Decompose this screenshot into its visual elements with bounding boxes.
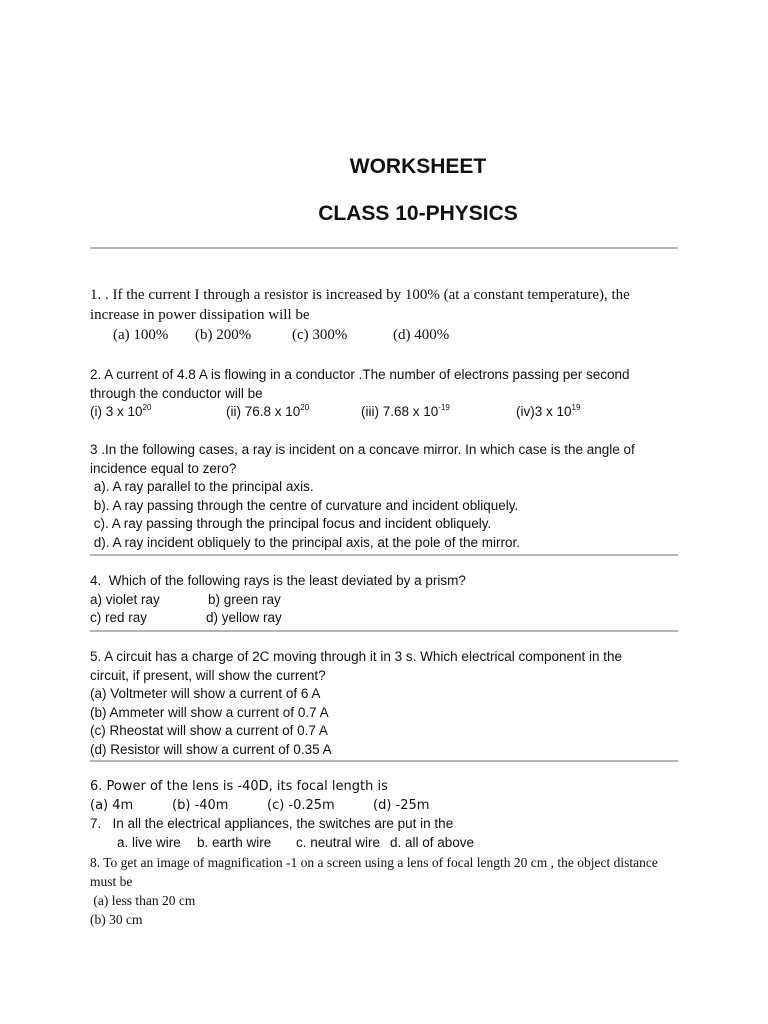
option-iii [361,403,450,422]
option-base: (ii) 76.8 x 10 [226,404,301,419]
option-exponent: 19 [571,403,581,412]
option-c: (c) -0.25m [267,797,335,813]
question-2 [90,366,670,422]
option-a: (a) Voltmeter will show a current of 6 A [90,686,321,701]
worksheet-title: WORKSHEET [349,155,487,178]
option-row [90,325,650,345]
option-row [90,834,690,853]
option-exponent: -19 [438,403,450,412]
question-8 [90,853,660,929]
question-6 [90,778,690,815]
option-c: c. neutral wire [296,834,381,850]
section-divider [90,760,678,762]
option-iv [516,403,580,422]
option-a: (a) less than 20 cm [90,893,196,908]
section-divider [90,554,678,556]
option-d: (d) Resistor will show a current of 0.35 A [90,741,332,757]
option-base: (iii) 7.68 x 10 [361,404,439,419]
option-d: d). A ray incident obliquely to the principal axis, at the pole of the mirror. [90,534,520,550]
option-exponent: 20 [300,403,310,412]
option-c: (c) Rheostat will show a current of 0.7 A [90,723,328,738]
option-b: (b) 30 cm [90,912,143,927]
question-text: 3 .In the following cases, a ray is incident on a concave mirror. In which case is the angle of incidence equal to zero? [90,442,635,476]
option-b: (b) 200% [195,327,252,343]
option-base: (i) 3 x 10 [90,404,143,419]
option-b: (b) Ammeter will show a current of 0.7 A [90,704,329,720]
question-text: 6. Power of the lens is -40D, its focal length is [90,779,388,794]
class-subtitle: CLASS 10-PHYSICS [318,202,518,225]
option-c: c) red ray [90,610,148,625]
header-divider [90,247,678,249]
question-text: 5. A circuit has a charge of 2C moving through it in 3 s. Which electrical component in the circuit, if present, will show the current? [90,649,623,683]
question-text: 4. Which of the following rays is the least deviated by a prism? [90,573,466,588]
option-d: d. all of above [390,834,475,850]
section-divider [90,630,678,632]
option-b: b) green ray [208,591,281,607]
option-row [90,797,690,816]
question-1 [90,285,650,345]
option-row [90,403,670,422]
option-b: (b) -40m [172,797,229,813]
option-a: (a) 100% [113,327,169,343]
option-d: d) yellow ray [206,610,282,625]
option-b: b). A ray passing through the centre of curvature and incident obliquely. [90,497,519,513]
option-row [90,591,690,610]
question-text: 8. To get an image of magnification -1 on a screen using a lens of focal length 20 cm , the object distance must be [90,855,658,889]
option-row [90,609,690,628]
option-ii [226,403,309,422]
question-text: 7. In all the electrical appliances, the switches are put in the [90,816,454,831]
option-i [90,403,151,422]
option-a: a. live wire [117,834,181,850]
option-a: (a) 4m [90,797,134,813]
question-7 [90,815,690,852]
option-d: (d) 400% [393,327,450,343]
option-exponent: 20 [142,403,152,412]
question-text: 2. A current of 4.8 A is flowing in a conductor .The number of electrons passing per second through the conductor will be [90,367,630,401]
option-c: (c) 300% [292,327,348,343]
question-3 [90,441,660,552]
option-d: (d) -25m [373,797,430,813]
option-base: (iv)3 x 10 [516,404,572,419]
option-b: b. earth wire [197,834,272,850]
question-5 [90,648,660,759]
option-a: a) violet ray [90,591,160,607]
option-a: a). A ray parallel to the principal axis. [90,479,314,494]
question-4 [90,572,690,628]
question-text: 1. . If the current I through a resistor is increased by 100% (at a constant temperature), the increase in power dissipation will be [90,287,630,323]
option-c: c). A ray passing through the principal focus and incident obliquely. [90,516,492,531]
